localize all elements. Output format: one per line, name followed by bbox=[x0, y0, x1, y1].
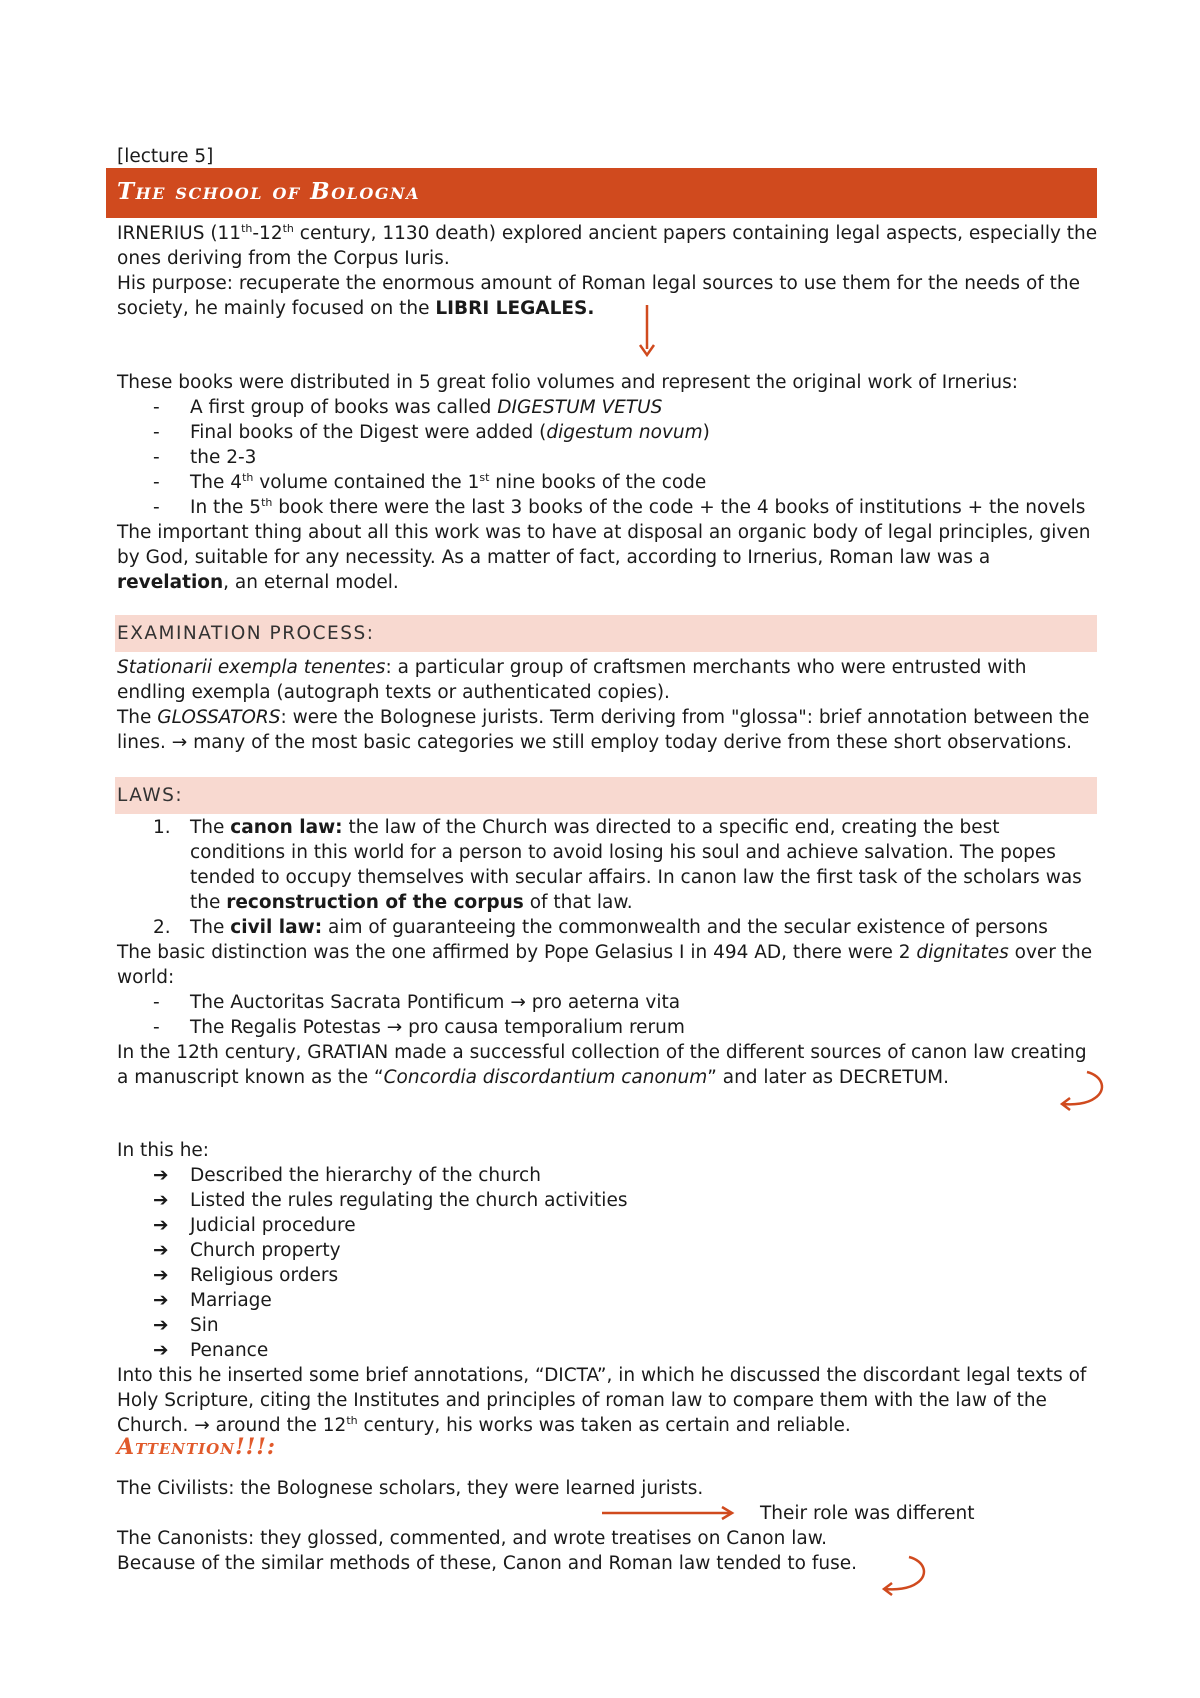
text-bold: civil law: bbox=[230, 917, 323, 938]
laws-section bbox=[117, 815, 1099, 1090]
text: Religious orders bbox=[190, 1265, 339, 1286]
sup: th bbox=[346, 1413, 358, 1427]
text-bold: reconstruction of the corpus bbox=[226, 892, 524, 913]
arrow-bullet-icon: ➔ bbox=[153, 1265, 169, 1286]
text: Judicial procedure bbox=[190, 1215, 356, 1236]
text: the law of the Church was directed to a specific end, creating the best conditions in this world for a person to avoid losing his soul and achieve salvation. The popes tended to occupy themselves with secular affairs. In canon law the first task of the scholars was the bbox=[190, 817, 1082, 913]
curved-arrow-icon bbox=[1057, 1068, 1117, 1113]
text: In the 5 bbox=[190, 497, 262, 518]
page-title: The school of Bologna bbox=[117, 178, 421, 205]
text-italic: Stationarii exempla tenentes bbox=[117, 657, 386, 678]
arrow-bullet-icon: ➔ bbox=[153, 1215, 169, 1236]
text: The bbox=[117, 707, 158, 728]
text-italic: GLOSSATORS bbox=[157, 707, 281, 728]
text: ” and later as DECRETUM. bbox=[707, 1067, 949, 1088]
list-item bbox=[117, 1338, 1099, 1363]
text: nine books of the code bbox=[489, 472, 707, 493]
text: book there were the last 3 books of the code + the 4 books of institutions + the novels bbox=[272, 497, 1086, 518]
sup: th bbox=[241, 221, 253, 235]
text: aim of guaranteeing the commonwealth and the secular existence of persons bbox=[322, 917, 1048, 938]
list-number: 1. bbox=[153, 817, 171, 838]
list-item-civil-law bbox=[117, 915, 1099, 940]
dicta-paragraph bbox=[117, 1363, 1099, 1438]
text: His purpose: recuperate the enormous amount of Roman legal sources to use them for the needs of the society, he mainly focused on the bbox=[117, 273, 1081, 319]
list-item bbox=[117, 420, 1099, 445]
list-item: - The Auctoritas Sacrata Pontificum → pro aeterna vita bbox=[117, 990, 1099, 1015]
arrow-bullet-icon: ➔ bbox=[153, 1340, 169, 1361]
text: of that law. bbox=[523, 892, 633, 913]
list-item-canon-law bbox=[117, 815, 1099, 915]
revelation-paragraph bbox=[117, 520, 1099, 595]
glossators-paragraph bbox=[117, 705, 1099, 755]
text: : were the Bolognese jurists. Term deriving from "glossa": brief annotation between the lines. → many of the most basic categories we still employ today derive from these short observations. bbox=[117, 707, 1090, 753]
text: over the world: bbox=[117, 942, 1093, 988]
attention-heading: Attention!!!: bbox=[117, 1434, 277, 1460]
text: Marriage bbox=[190, 1290, 272, 1311]
text: Final books of the Digest were added ( bbox=[190, 422, 547, 443]
stationarii-paragraph bbox=[117, 655, 1099, 705]
text: The important thing about all this work was to have at disposal an organic body of legal principles, given by God, suitable for any necessity. As a matter of fact, according to Irnerius, Roman law was a bbox=[117, 522, 1091, 568]
text: The bbox=[190, 917, 231, 938]
role-different-line: Their role was different bbox=[760, 1503, 975, 1524]
text-bold: canon law: bbox=[230, 817, 343, 838]
text: century, 1130 death) explored ancient papers containing legal aspects, especially the ones deriving from the Corpus Iuris. bbox=[117, 223, 1098, 269]
list-number: 2. bbox=[153, 917, 171, 938]
examination-section bbox=[117, 655, 1099, 755]
text: Sin bbox=[190, 1315, 219, 1336]
list-item bbox=[117, 1288, 1099, 1313]
text: Church property bbox=[190, 1240, 341, 1261]
text: Penance bbox=[190, 1340, 269, 1361]
text: IRNERIUS (11 bbox=[117, 223, 242, 244]
text-italic: DIGESTUM VETUS bbox=[497, 397, 663, 418]
curved-arrow-icon bbox=[879, 1553, 939, 1598]
text: Described the hierarchy of the church bbox=[190, 1165, 541, 1186]
text: The bbox=[190, 817, 231, 838]
volumes-section bbox=[117, 370, 1099, 595]
text: volume contained the 1 bbox=[253, 472, 480, 493]
arrow-bullet-icon: ➔ bbox=[153, 1165, 169, 1186]
sup: th bbox=[242, 470, 254, 484]
libri-legales: LIBRI LEGALES. bbox=[435, 298, 595, 319]
list-item bbox=[117, 1313, 1099, 1338]
arrow-bullet-icon: ➔ bbox=[153, 1190, 169, 1211]
text: The 4 bbox=[190, 472, 243, 493]
section-title: LAWS: bbox=[117, 785, 184, 806]
gratian-paragraph bbox=[117, 1040, 1099, 1090]
arrow-bullet-icon: ➔ bbox=[153, 1240, 169, 1261]
fuse-line: Because of the similar methods of these, Canon and Roman law tended to fuse. bbox=[117, 1553, 857, 1574]
list-item bbox=[117, 470, 1099, 495]
list-item bbox=[117, 1238, 1099, 1263]
text: The basic distinction was the one affirmed by Pope Gelasius I in 494 AD, there were 2 bbox=[117, 942, 917, 963]
list-item: - the 2-3 bbox=[117, 445, 1099, 470]
canonists-line: The Canonists: they glossed, commented, and wrote treatises on Canon law. bbox=[117, 1528, 828, 1549]
volumes-lead: These books were distributed in 5 great folio volumes and represent the original work of Irnerius: bbox=[117, 372, 1018, 393]
text-italic: Concordia discordantium canonum bbox=[383, 1067, 708, 1088]
laws-header bbox=[115, 777, 1097, 814]
laws-list bbox=[117, 815, 1099, 940]
text: , an eternal model. bbox=[223, 572, 399, 593]
list-item bbox=[117, 1188, 1099, 1213]
section-title: EXAMINATION PROCESS: bbox=[117, 623, 375, 644]
list-item bbox=[117, 395, 1099, 420]
decretum-list bbox=[117, 1163, 1099, 1363]
intro-section bbox=[117, 221, 1099, 321]
text: century, his works was taken as certain and reliable. bbox=[357, 1415, 851, 1436]
purpose-paragraph bbox=[117, 271, 1099, 321]
arrow-bullet-icon: ➔ bbox=[153, 1315, 169, 1336]
down-arrow-icon bbox=[632, 305, 662, 360]
text: : a particular group of craftsmen merchants who were entrusted with endling exempla (autograph texts or authenticated copies). bbox=[117, 657, 1027, 703]
text: -12 bbox=[252, 223, 283, 244]
lecture-label: [lecture 5] bbox=[117, 146, 214, 167]
text-italic: digestum novum bbox=[546, 422, 703, 443]
text: Listed the rules regulating the church activities bbox=[190, 1190, 628, 1211]
decretum-lead: In this he: bbox=[117, 1140, 210, 1161]
sup: th bbox=[282, 221, 294, 235]
text: In the 12th century, GRATIAN made a successful collection of the different sources of canon law creating a manuscript known as the “ bbox=[117, 1042, 1087, 1088]
dignitates-list bbox=[117, 990, 1099, 1040]
list-item bbox=[117, 1163, 1099, 1188]
list-item bbox=[117, 1213, 1099, 1238]
gelasius-paragraph bbox=[117, 940, 1099, 990]
list-item: - The Regalis Potestas → pro causa temporalium rerum bbox=[117, 1015, 1099, 1040]
text: A first group of books was called bbox=[190, 397, 498, 418]
volumes-list bbox=[117, 395, 1099, 520]
sup: st bbox=[479, 470, 490, 484]
civilists-line: The Civilists: the Bolognese scholars, they were learned jurists. bbox=[117, 1478, 704, 1499]
text-italic: dignitates bbox=[916, 942, 1009, 963]
arrow-bullet-icon: ➔ bbox=[153, 1290, 169, 1311]
decretum-section bbox=[117, 1138, 1099, 1438]
examination-header bbox=[115, 615, 1097, 652]
text: ) bbox=[702, 422, 710, 443]
text-bold: revelation bbox=[117, 572, 224, 593]
right-arrow-icon bbox=[602, 1505, 742, 1521]
sup: th bbox=[261, 495, 273, 509]
title-bar bbox=[106, 168, 1097, 218]
irnerius-paragraph bbox=[117, 221, 1099, 271]
list-item bbox=[117, 1263, 1099, 1288]
list-item bbox=[117, 495, 1099, 520]
text: Into this he inserted some brief annotations, “DICTA”, in which he discussed the discordant legal texts of Holy Scripture, citing the Institutes and principles of roman law to compare them with the law of the Church. → around the 12 bbox=[117, 1365, 1087, 1436]
